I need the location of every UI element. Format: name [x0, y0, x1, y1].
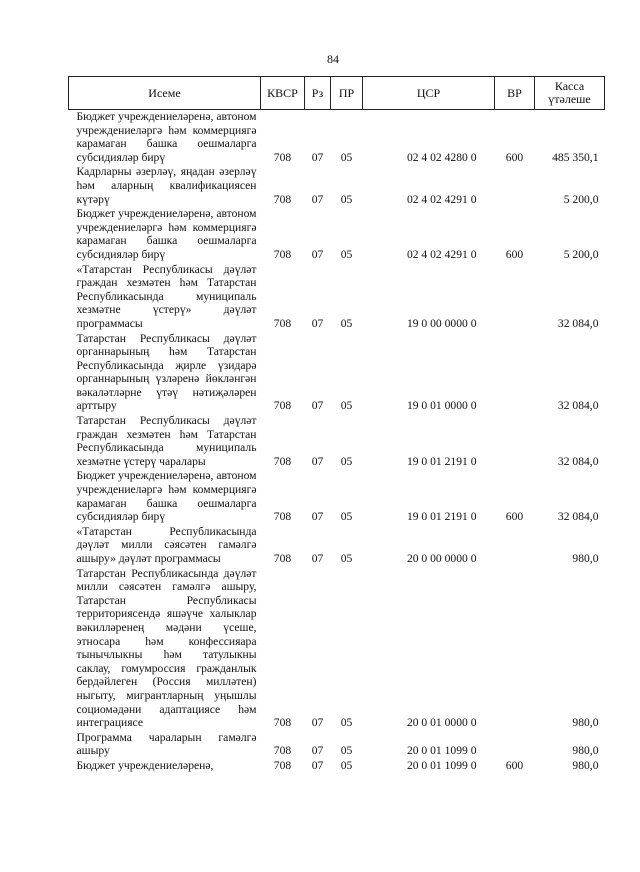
- row-vr: 600: [505, 150, 524, 164]
- header-kvsr: КВСР: [261, 77, 305, 110]
- table-body: [69, 110, 605, 774]
- table-row: [69, 469, 605, 524]
- table-row: [69, 110, 605, 166]
- row-kvsr: 708: [273, 150, 292, 164]
- row-kvsr: 708: [273, 454, 292, 468]
- row-kvsr: 708: [273, 758, 292, 772]
- row-pr: 05: [340, 454, 353, 468]
- row-kvsr: 708: [273, 316, 292, 330]
- row-vr: [495, 414, 535, 469]
- budget-table-container: [68, 76, 604, 774]
- row-rz: 07: [311, 552, 324, 565]
- row-kvsr: 708: [273, 247, 292, 261]
- row-rz: 07: [311, 247, 324, 261]
- row-vr: [495, 731, 535, 759]
- row-amount: 32 084,0: [557, 510, 599, 524]
- row-name: Татарстан Республикасы дәүләт органнарының һәм Татарстан Республикасында җирле үзидарә органнарының үзләренә йөкләнгән вәкаләтләрне үтәү нәтиҗәләрен арттыру: [76, 331, 257, 413]
- row-csr: 02 4 02 4291 0: [406, 247, 477, 261]
- row-name: Татарстан Республикасы дәүләт граждан хезмәтен һәм Татарстан Республикасында муниципаль хезмәтне үстерү чаралары: [76, 414, 257, 468]
- row-kvsr: 708: [273, 192, 292, 206]
- row-pr: 05: [340, 716, 353, 730]
- header-cash: Касса үтәлеше: [535, 77, 605, 110]
- row-amount: 5 200,0: [563, 247, 599, 261]
- header-pr: ПР: [331, 77, 363, 110]
- row-rz: 07: [311, 150, 324, 164]
- row-name: Татарстан Республикасында дәүләт милли сәясәтен гамәлгә ашыру, Татарстан Республикасы территориясендә яшәүче халыклар вәкилләренең мәдәни үсеше, этносара һәм конфессияара тынычлыкны һәм татулыкны саклау, гомумроссия гражданлык бердәйлеген (Россия милләтен) ныгыту, мигрантларның уңышлы социомәдәни адаптациясе һәм интеграциясе: [76, 566, 257, 730]
- row-amount: 980,0: [572, 758, 599, 772]
- row-csr: 20 0 00 0000 0: [406, 552, 477, 565]
- row-rz: 07: [311, 744, 324, 758]
- row-rz: 07: [311, 454, 324, 468]
- row-vr: [495, 567, 535, 731]
- row-kvsr: 708: [273, 399, 292, 413]
- table-row: [69, 332, 605, 415]
- row-amount: 485 350,1: [552, 150, 599, 164]
- row-pr: 05: [340, 247, 353, 261]
- row-csr: 02 4 02 4291 0: [406, 192, 477, 206]
- table-row: [69, 165, 605, 207]
- row-pr: 05: [340, 552, 353, 565]
- row-name: Бюджет учреждениеләренә, автоном учреждениеләргә һәм коммерциягә карамаган башка оешмаларга субсидияләр бирү: [76, 469, 257, 524]
- row-name: Бюджет учреждениеләренә,: [76, 758, 214, 772]
- row-pr: 05: [340, 150, 353, 164]
- row-amount: 980,0: [572, 716, 599, 730]
- budget-table: [68, 76, 605, 774]
- row-vr: [495, 263, 535, 332]
- header-name: Исеме: [69, 77, 261, 110]
- row-rz: 07: [311, 192, 324, 206]
- row-name: Программа чараларын гамәлгә ашыру: [76, 730, 257, 758]
- row-vr: [495, 165, 535, 207]
- row-csr: 20 0 01 1099 0: [406, 758, 477, 772]
- row-amount: 980,0: [572, 744, 599, 758]
- row-rz: 07: [311, 399, 324, 413]
- table-row: [69, 414, 605, 469]
- table-header: [69, 77, 605, 110]
- header-csr: ЦСР: [363, 77, 495, 110]
- row-csr: 20 0 01 0000 0: [406, 716, 477, 730]
- row-pr: 05: [340, 192, 353, 206]
- row-csr: 19 0 01 2191 0: [406, 454, 477, 468]
- table-row: [69, 759, 605, 774]
- row-rz: 07: [311, 316, 324, 330]
- row-csr: 19 0 00 0000 0: [406, 316, 477, 330]
- page-number: 84: [327, 52, 339, 66]
- table-row: [69, 567, 605, 731]
- row-name: Кадрларны әзерләү, яңадан әзерләү һәм аларның квалификациясен күтәрү: [76, 165, 257, 206]
- row-pr: 05: [340, 758, 353, 772]
- table-row: [69, 207, 605, 262]
- row-vr: [495, 525, 535, 567]
- row-csr: 19 0 01 2191 0: [406, 510, 477, 524]
- row-vr: 600: [505, 510, 524, 524]
- row-vr: [495, 332, 535, 415]
- row-kvsr: 708: [273, 716, 292, 730]
- row-amount: 980,0: [572, 552, 599, 565]
- row-name: «Татарстан Республикасы дәүләт граждан хезмәтен һәм Татарстан Республикасында муниципаль хезмәтне үстерү» дәүләт программасы: [76, 262, 257, 330]
- row-pr: 05: [340, 744, 353, 758]
- row-csr: 20 0 01 1099 0: [406, 744, 477, 758]
- row-kvsr: 708: [273, 744, 292, 758]
- table-row: [69, 525, 605, 567]
- header-rz: Рз: [305, 77, 331, 110]
- row-kvsr: 708: [273, 510, 292, 524]
- row-rz: 07: [311, 716, 324, 730]
- row-name: «Татарстан Республикасында дәүләт милли сәясәтен гамәлгә ашыру» дәүләт программасы: [76, 524, 257, 565]
- table-row: [69, 263, 605, 332]
- row-kvsr: 708: [273, 552, 292, 565]
- row-name: Бюджет учреждениеләренә, автоном учреждениеләргә һәм коммерциягә карамаган башка оешмаларга субсидияләр бирү: [76, 110, 257, 164]
- row-csr: 19 0 01 0000 0: [406, 399, 477, 413]
- row-vr: 600: [505, 247, 524, 261]
- row-name: Бюджет учреждениеләренә, автоном учреждениеләргә һәм коммерциягә карамаган башка оешмаларга субсидияләр бирү: [76, 207, 257, 261]
- row-amount: 32 084,0: [557, 316, 599, 330]
- row-amount: 5 200,0: [563, 192, 599, 206]
- row-pr: 05: [340, 316, 353, 330]
- table-row: [69, 731, 605, 759]
- header-vr: ВР: [495, 77, 535, 110]
- row-pr: 05: [340, 399, 353, 413]
- row-rz: 07: [311, 510, 324, 524]
- row-vr: 600: [505, 758, 524, 772]
- row-amount: 32 084,0: [557, 454, 599, 468]
- row-csr: 02 4 02 4280 0: [406, 150, 477, 164]
- row-amount: 32 084,0: [557, 399, 599, 413]
- row-pr: 05: [340, 510, 353, 524]
- row-rz: 07: [311, 758, 324, 772]
